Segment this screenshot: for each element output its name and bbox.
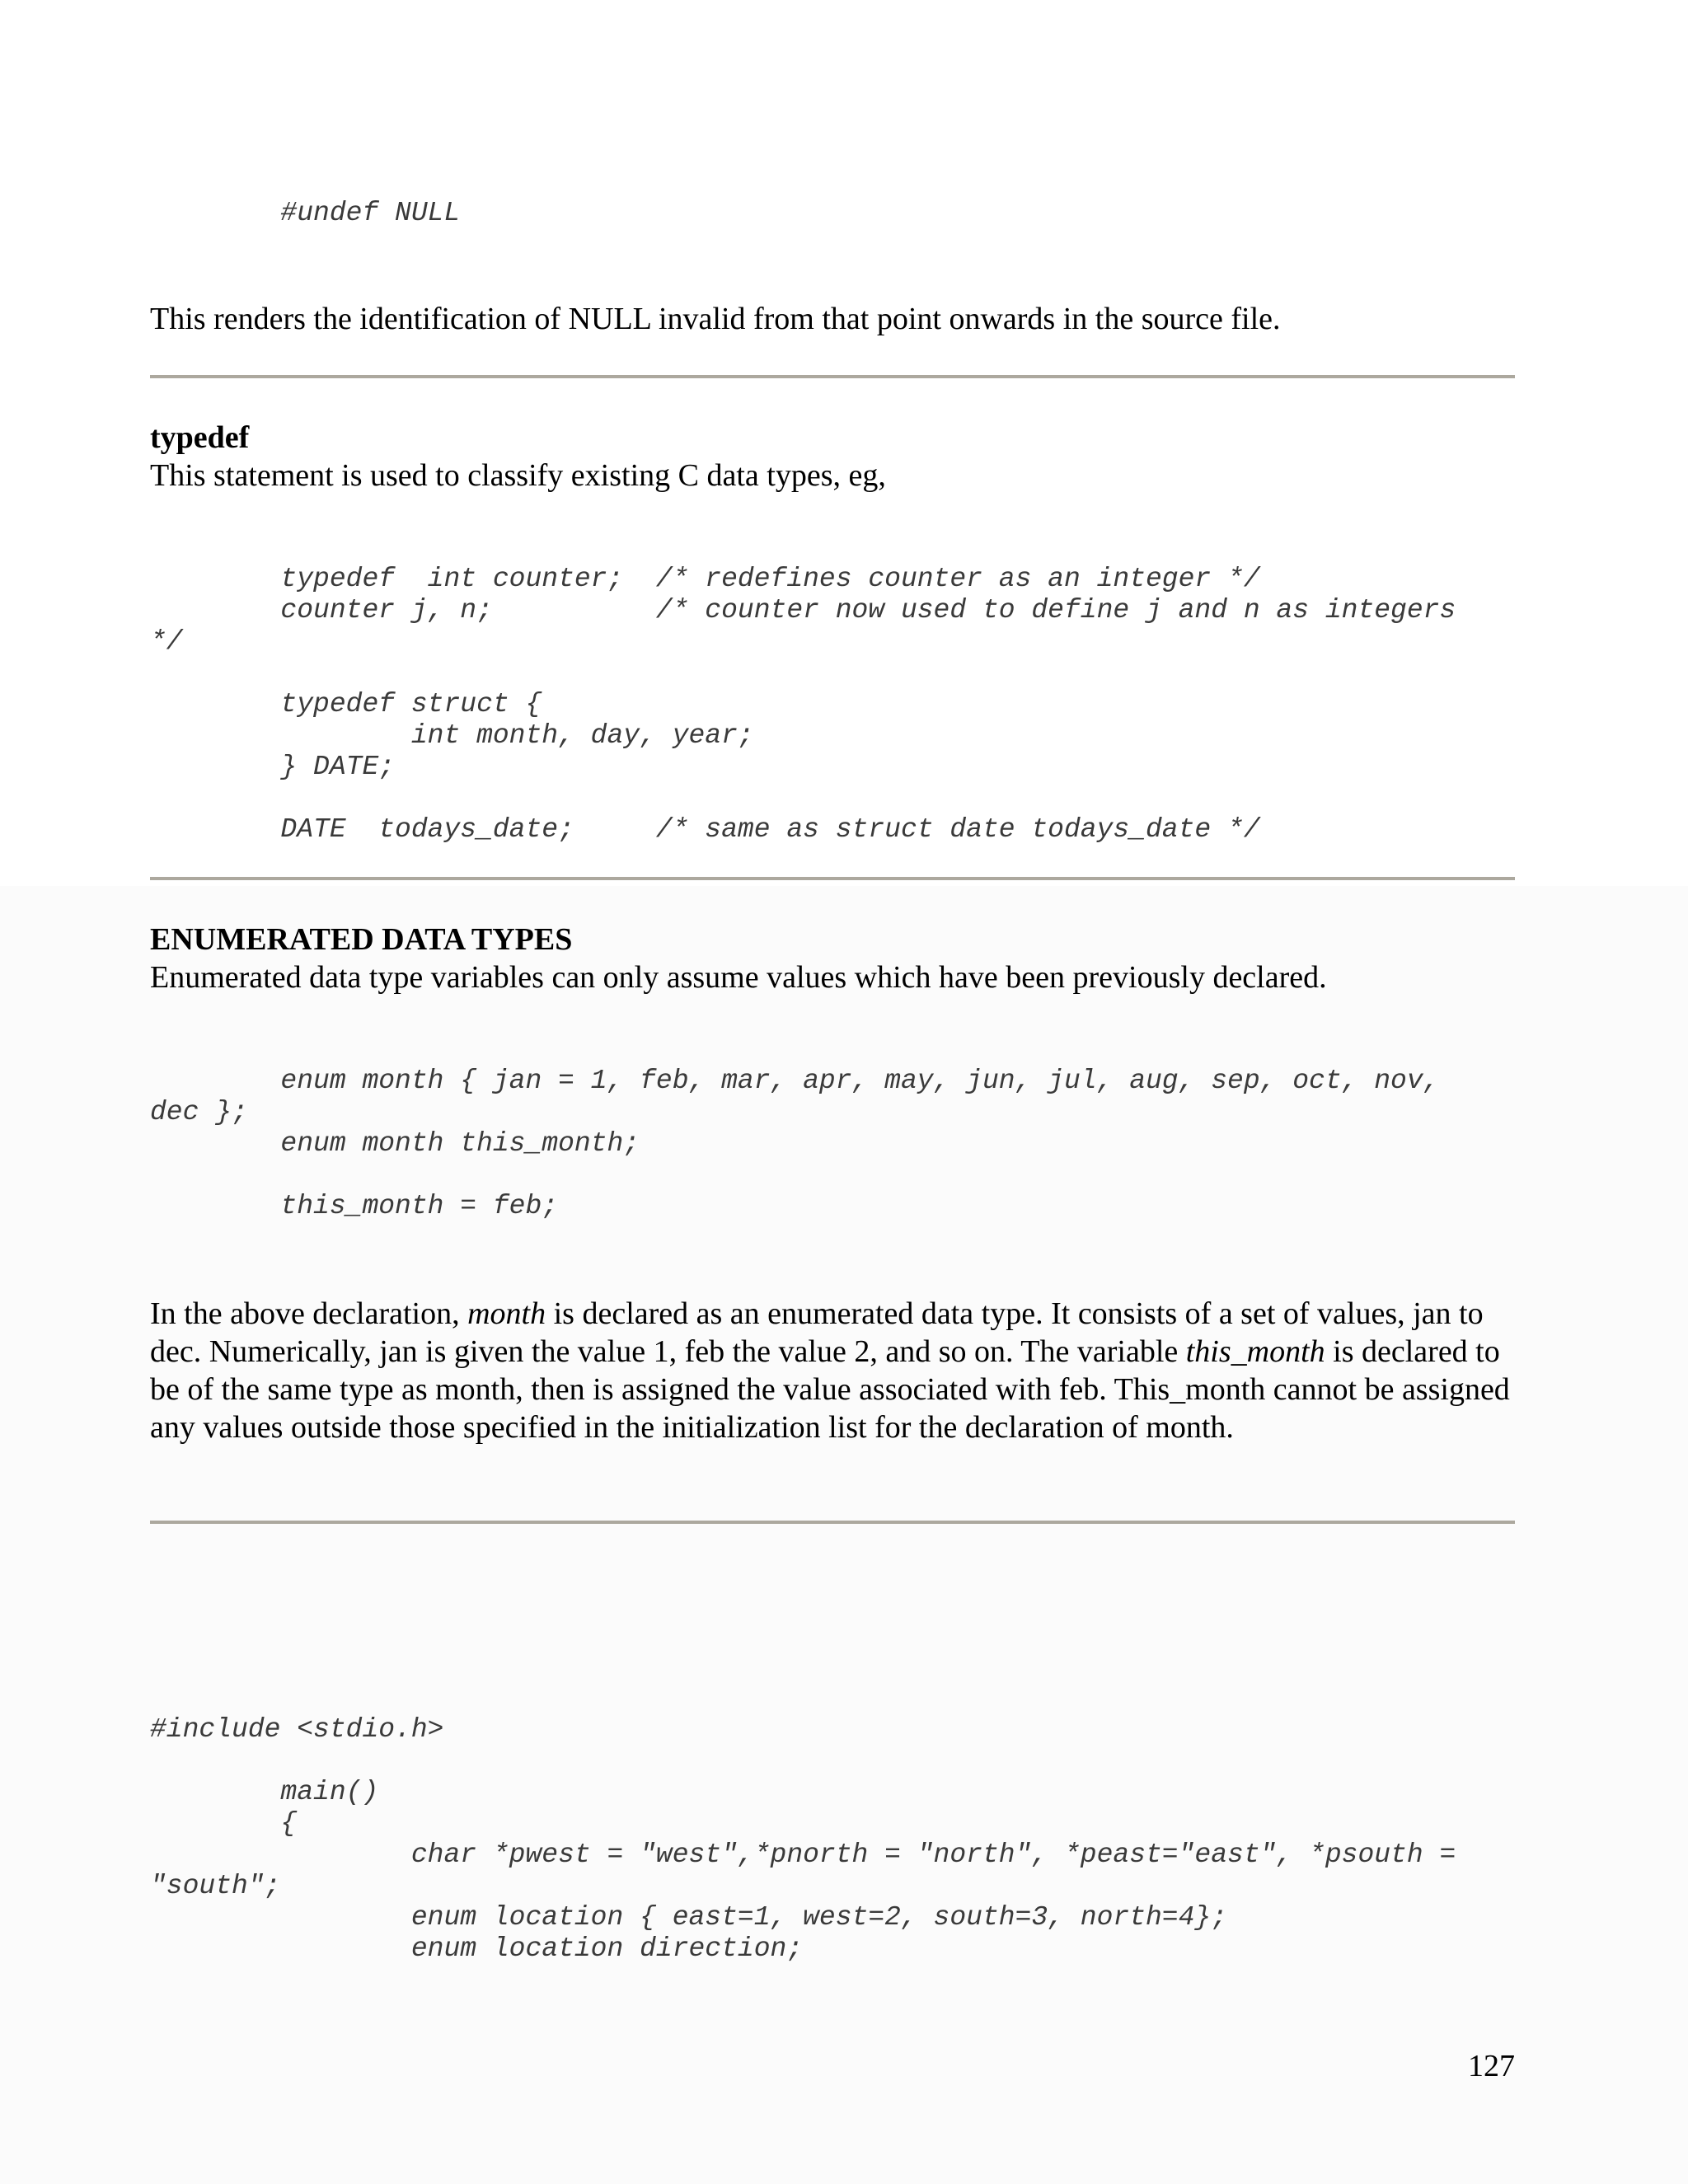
explanation-text: is declared to be of the same type as month, then is assigned the value associated with feb. This_month cannot be assigned any values outside those specified in the initialization list for the declaration of month.: [150, 1334, 1510, 1445]
typedef-heading: typedef: [150, 420, 250, 455]
section-divider: [150, 877, 1515, 880]
section-divider: [150, 1521, 1515, 1524]
enum-intro: Enumerated data type variables can only assume values which have been previously declared.: [150, 960, 1327, 995]
enum-heading: ENUMERATED DATA TYPES: [150, 922, 573, 957]
undef-code: #undef NULL: [150, 198, 461, 228]
section-divider: [150, 375, 1515, 378]
typedef-intro: This statement is used to classify existing C data types, eg,: [150, 458, 886, 493]
explanation-text: In the above declaration,: [150, 1296, 468, 1331]
month-term: month: [467, 1296, 546, 1331]
explanation-text: is declared as an enumerated data type. It consists of a set of values, jan to dec. Numerically, jan is given the value 1, feb the value 2, and so on. The variable: [150, 1296, 1484, 1369]
typedef-code-block: typedef int counter; /* redefines counter as an integer */ counter j, n; /* counter now used to define j and n as integers */ typedef struct { int month, day, year; } DATE; DATE todays_date; /* same as struct date todays_date */: [150, 564, 1456, 845]
example-code-block: #include <stdio.h> main() { char *pwest = "west",*pnorth = "north", *peast="east", *psouth = "south"; enum location { east=1, west=2, south=3, north=4}; enum location direction;: [150, 1714, 1456, 1964]
this-month-term: this_month: [1185, 1334, 1325, 1369]
page-number: 127: [1468, 2049, 1515, 2083]
enum-code-block: enum month { jan = 1, feb, mar, apr, may, jun, jul, aug, sep, oct, nov, dec }; enum month this_month; this_month = feb;: [150, 1066, 1440, 1221]
undef-paragraph: This renders the identification of NULL invalid from that point onwards in the source file.: [150, 302, 1281, 336]
enum-explanation-paragraph: [150, 1295, 1518, 1446]
